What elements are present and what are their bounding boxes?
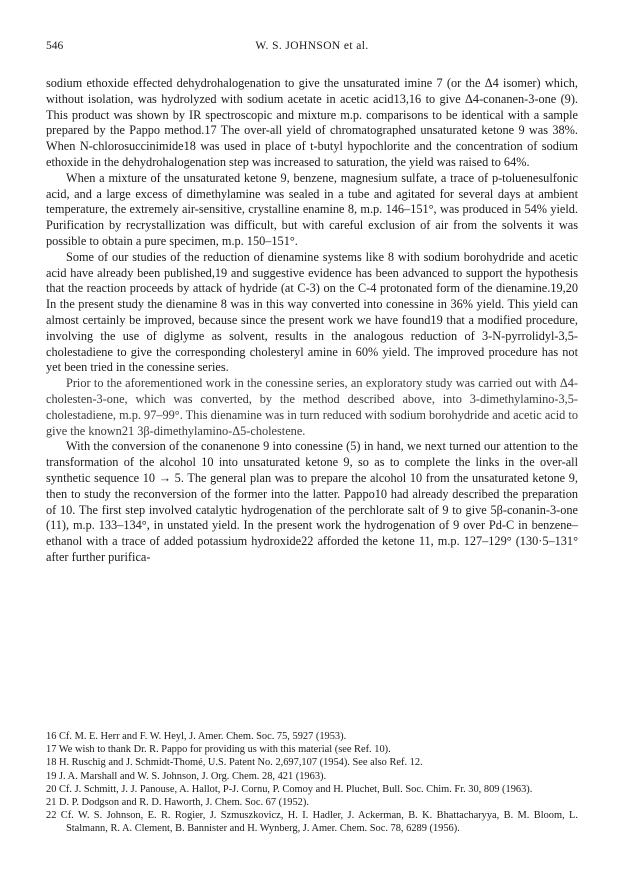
page-number: 546	[46, 40, 64, 52]
footnotes	[46, 730, 578, 836]
footnote: 17 We wish to thank Dr. R. Pappo for providing us with this material (see Ref. 10).	[46, 744, 391, 756]
footnote: 22 Cf. W. S. Johnson, E. R. Rogier, J. Szmuszkovicz, H. I. Hadler, J. Ackerman, B. K. Bhattacharyya, B. M. Bloom, L. Stalmann, R. A. Clement, B. Bannister and H. Wynberg, J. Amer. Chem. Soc. 78, 6289 (1956).	[46, 810, 578, 835]
paragraph: Some of our studies of the reduction of dienamine systems like 8 with sodium borohydride and acetic acid have already been published,19 and suggestive evidence has been advanced to support the hypothesis that the reaction proceeds by attack of hydride (at C-3) on the C-4 protonated form of the dienamine.19,20 In the present study the dienamine 8 was in this way converted into conessine in 36% yield. This yield can almost certainly be improved, because since the present work we have found19 that a modified procedure, involving the use of diglyme as solvent, results in the analogous reduction of 3-N-pyrrolidyl-3,5-cholestadiene to give the corresponding cholesteryl amine in 60% yield. The improved procedure has not yet been tried in the conessine series.	[46, 249, 578, 375]
paragraph: sodium ethoxide effected dehydrohalogenation to give the unsaturated imine 7 (or the Δ4 isomer) which, without isolation, was hydrolyzed with sodium acetate in acetic acid13,16 to give Δ4-conanen-3-one (9). This product was shown by IR spectroscopic and mixture m.p. comparisons to be identical with a sample prepared by the Pappo method.17 The over-all yield of chromatographed unsaturated ketone 9 was 38%. When N-chlorosuccinimide18 was used in place of t-butyl hypochlorite and the concentration of sodium ethoxide in the dehydrohalogenation step was increased to saturation, the yield was raised to 64%.	[46, 76, 578, 169]
paragraph: When a mixture of the unsaturated ketone 9, benzene, magnesium sulfate, a trace of p-toluenesulfonic acid, and a large excess of dimethylamine was sealed in a tube and agitated for several days at ambient temperature, the extremely air-sensitive, crystalline enamine 8, m.p. 146–151°, was produced in 54% yield. Purification by recrystallization was difficult, but with careful exclusion of air from the solvents it was possible to obtain a pure specimen, m.p. 150–151°.	[46, 170, 578, 248]
paragraph: Prior to the aforementioned work in the conessine series, an exploratory study was carried out with Δ4-cholesten-3-one, which was converted, by the method described above, into 3-dimethylamino-3,5-cholestadiene, m.p. 97–99°. This dienamine was in turn reduced with sodium borohydride and acetic acid to give the known21 3β-dimethylamino-Δ5-cholestene.	[46, 376, 578, 438]
body-text	[46, 76, 578, 566]
page-header	[46, 40, 578, 56]
footnote: 21 D. P. Dodgson and R. D. Haworth, J. Chem. Soc. 67 (1952).	[46, 797, 309, 809]
paragraph: With the conversion of the conanenone 9 into conessine (5) in hand, we next turned our attention to the transformation of the alcohol 10 into unsaturated ketone 9, so as to complete the links in the over-all synthetic sequence 10 → 5. The general plan was to prepare the alcohol 10 from the unsaturated ketone 9, then to study the reconversion of the former into the latter. Pappo10 had already described the preparation of 10. The first step involved catalytic hydrogenation of the perchlorate salt of 9 to give 5β-conanin-3-one (11), m.p. 133–134°, in unstated yield. In the present work the hydrogenation of 9 over Pd-C in benzene–ethanol with a trace of added potassium hydroxide22 afforded the ketone 11, m.p. 127–129° (130·5–131° after further purifica-	[46, 439, 578, 564]
running-head: W. S. JOHNSON et al.	[255, 40, 369, 52]
footnote: 20 Cf. J. Schmitt, J. J. Panouse, A. Hallot, P-J. Cornu, P. Comoy and H. Pluchet, Bull. Soc. Chim. Fr. 30, 809 (1963).	[46, 783, 533, 795]
footnote: 18 H. Ruschig and J. Schmidt-Thomé, U.S. Patent No. 2,697,107 (1954). See also Ref. 12.	[46, 757, 423, 769]
footnote: 19 J. A. Marshall and W. S. Johnson, J. Org. Chem. 28, 421 (1963).	[46, 770, 327, 782]
footnote: 16 Cf. M. E. Herr and F. W. Heyl, J. Amer. Chem. Soc. 75, 5927 (1953).	[46, 731, 347, 742]
